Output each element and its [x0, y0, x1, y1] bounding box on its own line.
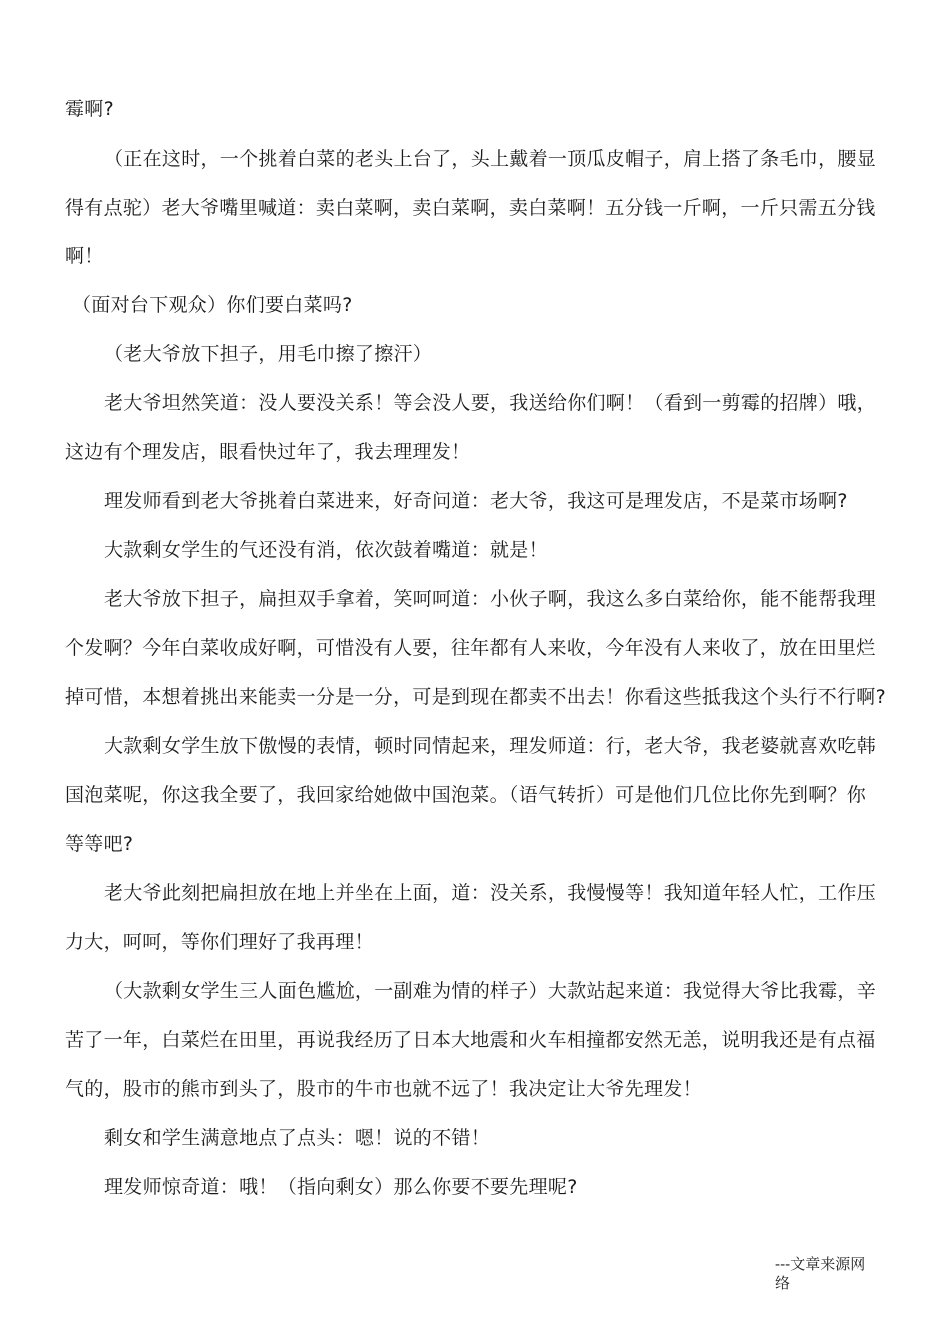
- text-line: 力大，呵呵，等你们理好了我再理！: [65, 931, 374, 953]
- text-line: 等等吧?: [65, 833, 134, 855]
- text-line: 理发师看到老大爷挑着白菜进来，好奇问道：老大爷，我这可是理发店，不是菜市场啊?: [104, 490, 848, 512]
- text-line: 理发师惊奇道：哦！（指向剩女）那么你要不要先理呢?: [104, 1176, 578, 1198]
- text-line: 得有点驼）老大爷嘴里喊道：卖白菜啊，卖白菜啊，卖白菜啊！五分钱一斤啊，一斤只需五分钱: [65, 197, 876, 219]
- text-line: 气的，股市的熊市到头了，股市的牛市也就不远了！我决定让大爷先理发！: [65, 1078, 702, 1100]
- text-line: 霉啊?: [65, 98, 114, 120]
- text-line: （大款剩女学生三人面色尴尬，一副难为情的样子）大款站起来道：我觉得大爷比我霉，辛: [104, 980, 877, 1002]
- text-line: 个发啊？今年白菜收成好啊，可惜没有人要，往年都有人来收，今年没有人来收了，放在田里烂: [65, 637, 876, 659]
- text-line: 苦了一年，白菜烂在田里，再说我经历了日本大地震和火车相撞都安然无恙，说明我还是有点福: [65, 1029, 876, 1051]
- text-line: 大款剩女学生放下傲慢的表情，顿时同情起来，理发师道：行，老大爷，我老婆就喜欢吃韩: [104, 735, 877, 757]
- text-line: 国泡菜呢，你这我全要了，我回家给她做中国泡菜。（语气转折）可是他们几位比你先到啊？你: [65, 784, 867, 806]
- text-line: （老大爷放下担子，用毛巾擦了擦汗）: [104, 343, 433, 365]
- text-line: 老大爷此刻把扁担放在地上并坐在上面，道：没关系，我慢慢等！我知道年轻人忙，工作压: [104, 882, 877, 904]
- text-line: 啊！: [65, 245, 104, 267]
- text-line: 大款剩女学生的气还没有消，依次鼓着嘴道：就是！: [104, 539, 548, 561]
- text-line: 老大爷放下担子，扁担双手拿着，笑呵呵道：小伙子啊，我这么多白菜给你，能不能帮我理: [104, 588, 877, 610]
- text-line: 这边有个理发店，眼看快过年了，我去理理发！: [65, 441, 471, 463]
- text-line: （面对台下观众）你们要白菜吗?: [72, 294, 353, 316]
- source-note-line-1: ---文章来源网: [775, 1255, 866, 1273]
- text-line: 剩女和学生满意地点了点头：嗯！说的不错！: [104, 1127, 491, 1149]
- source-note-line-2: 络: [775, 1274, 791, 1292]
- text-line: 老大爷坦然笑道：没人要没关系！等会没人要，我送给你们啊！（看到一剪霉的招牌）哦，: [104, 392, 877, 414]
- text-line: （正在这时，一个挑着白菜的老头上台了，头上戴着一顶瓜皮帽子，肩上搭了条毛巾，腰显: [104, 148, 877, 170]
- text-line: 掉可惜，本想着挑出来能卖一分是一分，可是到现在都卖不出去！你看这些抵我这个头行不行啊?: [65, 686, 886, 708]
